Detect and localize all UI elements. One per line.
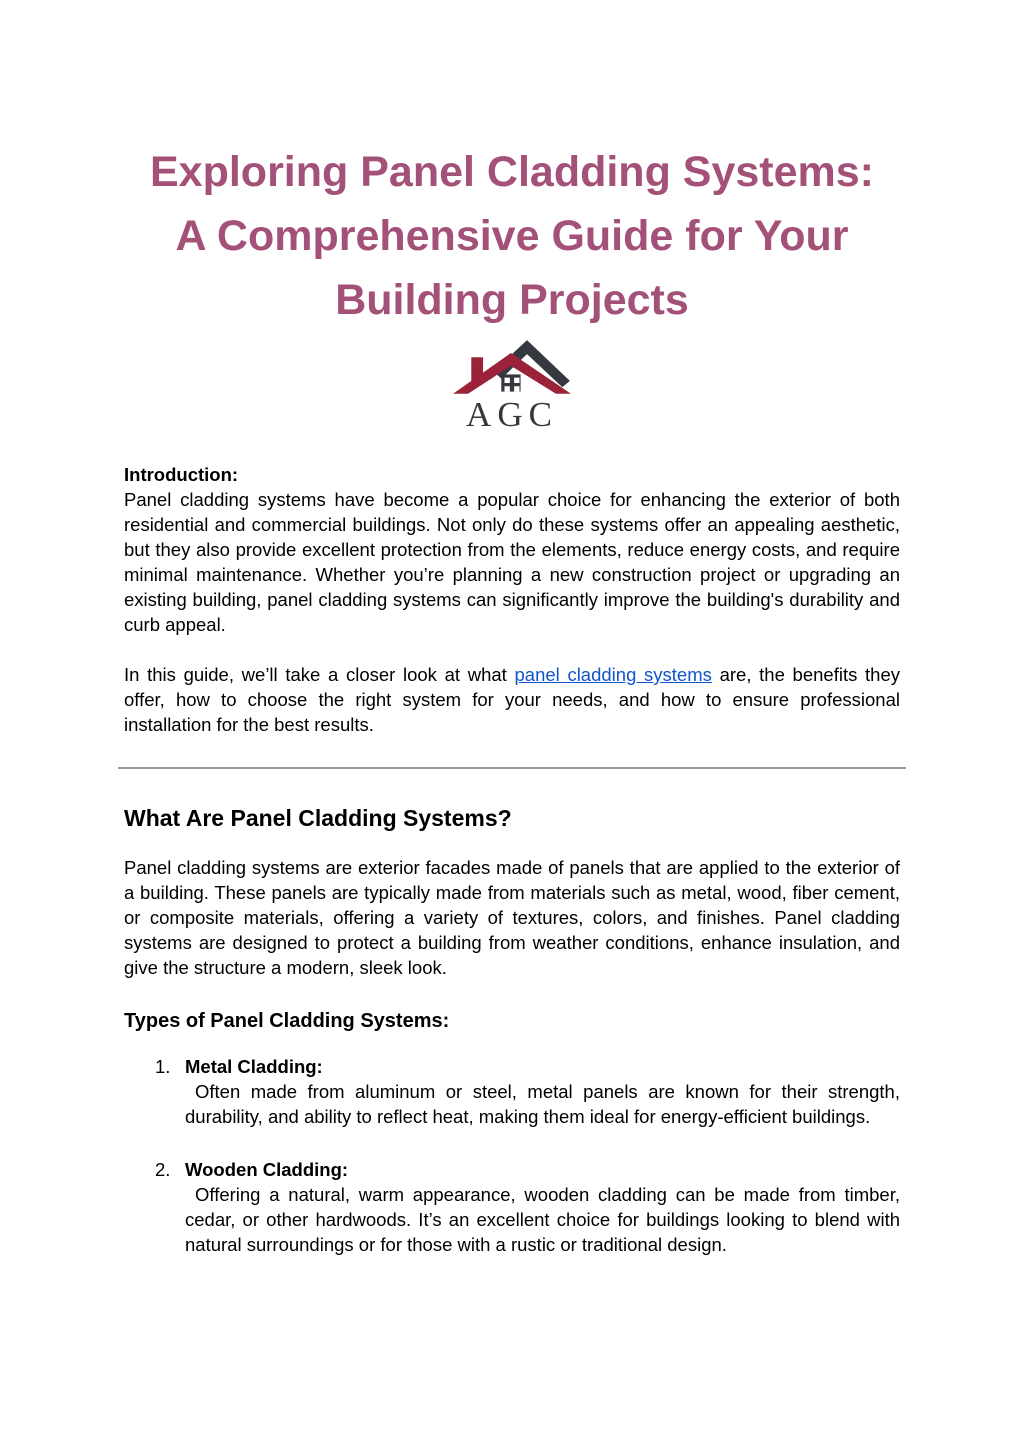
agc-logo [124,338,900,434]
list-item-content [185,1157,900,1257]
title-line-1: Exploring Panel Cladding Systems: [150,148,874,196]
title-line-2: A Comprehensive Guide for Your [175,212,849,260]
list-item-content [185,1054,900,1129]
panel-cladding-systems-link[interactable]: panel cladding systems [514,664,712,685]
list-number: 2. [155,1159,171,1180]
what-are-heading: What Are Panel Cladding Systems? [124,805,512,831]
list-item-body: Offering a natural, warm appearance, wooden cladding can be made from timber, cedar, or other hardwoods. It’s an excellent choice for buildings looking to blend with natural surroundings or for those with a rustic or traditional design. [185,1184,900,1255]
list-item-label: Metal Cladding: [185,1056,323,1077]
guide-text-after: are, the benefits they offer, how to choose the right system for your needs, and how to ensure professional installation for the best results. [124,664,900,735]
types-heading: Types of Panel Cladding Systems: [124,1010,450,1032]
title-line-3: Building Projects [335,276,689,324]
what-are-paragraph: Panel cladding systems are exterior facades made of panels that are applied to the exterior of a building. These panels are typically made from materials such as metal, wood, fiber cement, or composite materials, offering a variety of textures, colors, and finishes. Panel cladding systems are designed to protect a building from weather conditions, enhance insulation, and give the structure a modern, sleek look. [124,857,900,978]
intro-section [124,462,900,637]
list-item-body: Often made from aluminum or steel, metal panels are known for their strength, durability, and ability to reflect heat, making them ideal for energy-efficient buildings. [185,1081,900,1127]
list-number: 1. [155,1056,171,1077]
guide-text-before: In this guide, we’ll take a closer look at what [124,664,515,685]
types-list [124,1054,900,1257]
intro-paragraph: Panel cladding systems have become a popular choice for enhancing the exterior of both residential and commercial buildings. Not only do these systems offer an appealing aesthetic, but they also provide excellent protection from the elements, reduce energy costs, and require minimal maintenance. Whether you’re planning a new construction project or upgrading an existing building, panel cladding systems can significantly improve the building's durability and curb appeal. [124,489,900,635]
section-divider [118,767,906,769]
house-icon [452,338,572,398]
intro-heading: Introduction: [124,464,239,485]
guide-paragraph [124,662,900,737]
page-title [124,140,900,332]
logo-text: AGC [466,395,558,434]
list-item-metal-cladding [124,1054,900,1129]
list-item-label: Wooden Cladding: [185,1159,349,1180]
list-item-wooden-cladding [124,1157,900,1257]
